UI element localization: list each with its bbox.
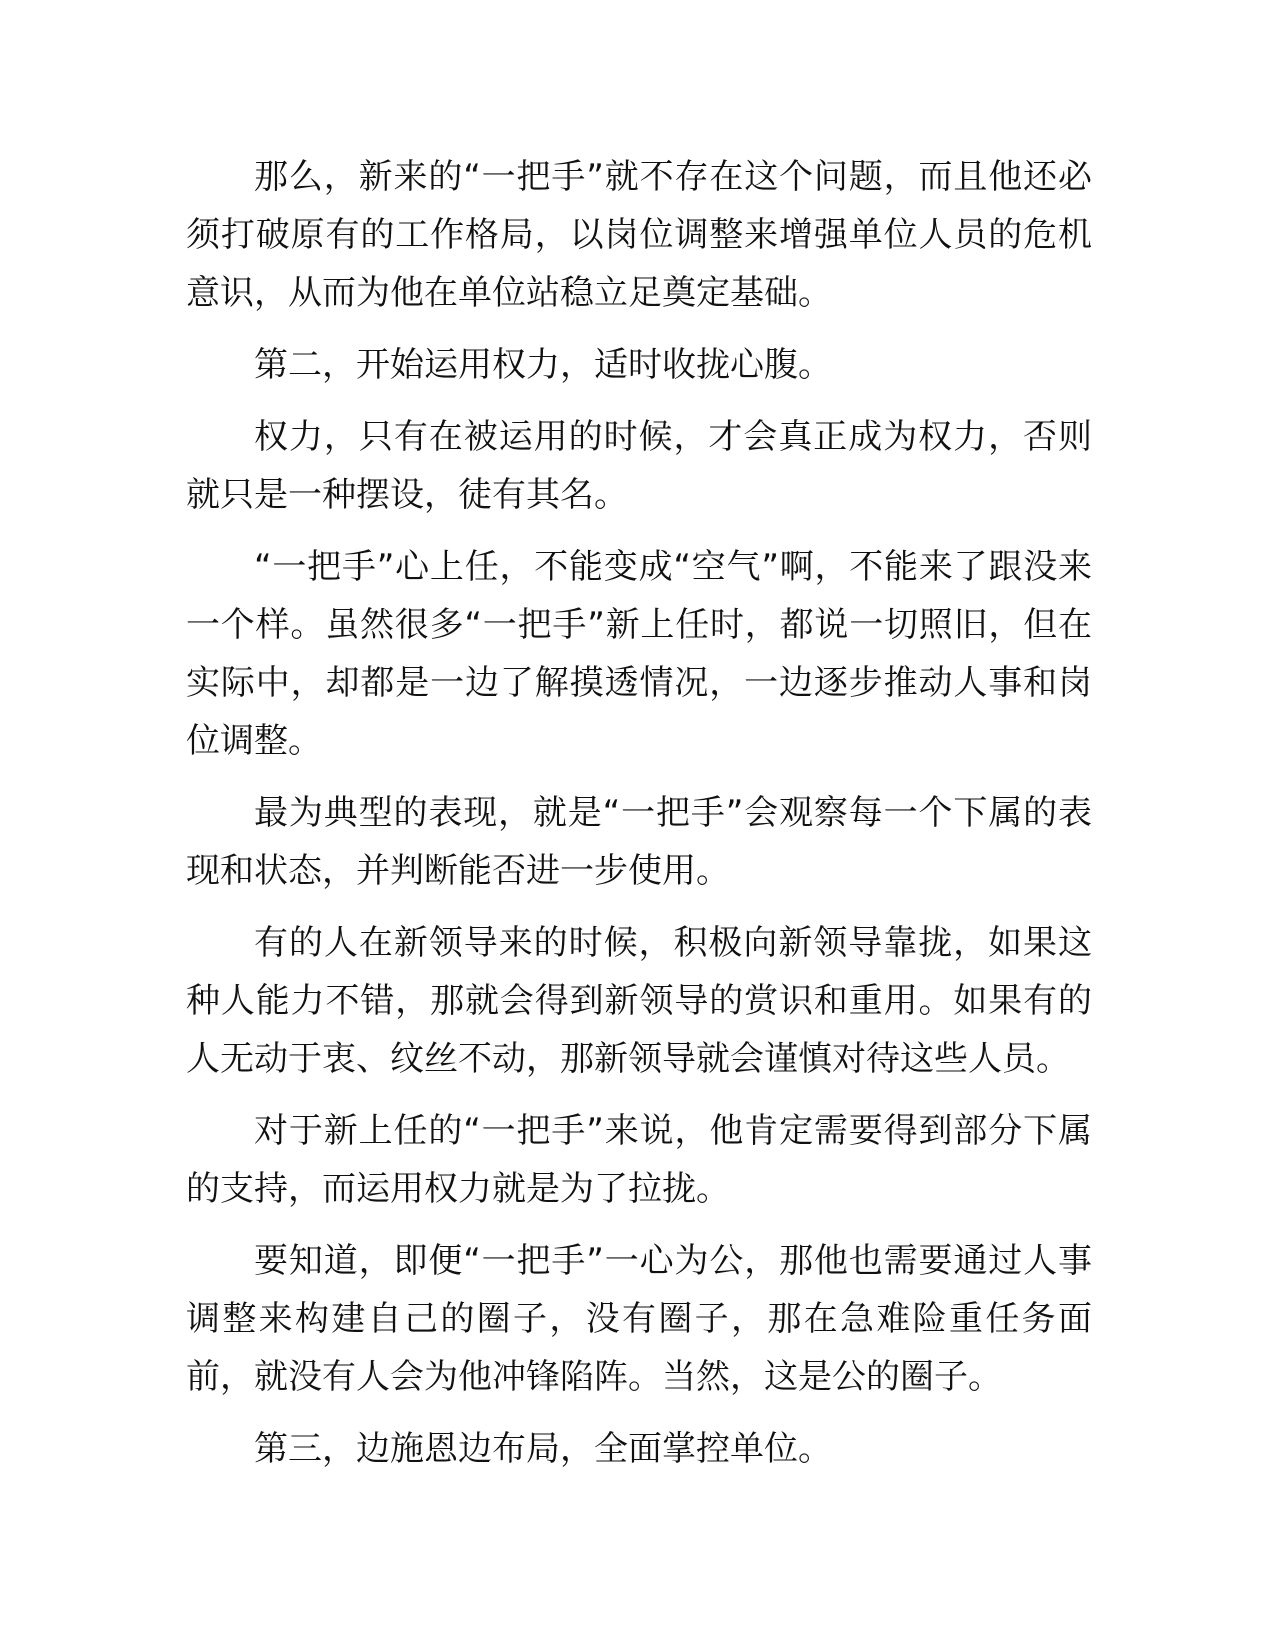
paragraph-6: 有的人在新领导来的时候，积极向新领导靠拢，如果这种人能力不错，那就会得到新领导的赏识和重用。如果有的人无动于衷、纹丝不动，那新领导就会谨慎对待这些人员。 [186, 923, 1092, 1079]
document-body [186, 148, 1092, 1492]
paragraph-1: 那么，新来的“一把手”就不存在这个问题，而且他还必须打破原有的工作格局，以岗位调整来增强单位人员的危机意识，从而为他在单位站稳立足奠定基础。 [186, 157, 1092, 313]
paragraph-9-heading: 第三，边施恩边布局，全面掌控单位。 [254, 1429, 832, 1469]
paragraph-8: 要知道，即便“一把手”一心为公，那他也需要通过人事调整来构建自己的圈子，没有圈子，那在急难险重任务面前，就没有人会为他冲锋陷阵。当然，这是公的圈子。 [186, 1241, 1092, 1397]
paragraph-3: 权力，只有在被运用的时候，才会真正成为权力，否则就只是一种摆设，徒有其名。 [186, 417, 1092, 515]
paragraph-5: 最为典型的表现，就是“一把手”会观察每一个下属的表现和状态，并判断能否进一步使用。 [186, 793, 1092, 891]
paragraph-2-heading: 第二，开始运用权力，适时收拢心腹。 [254, 345, 832, 385]
paragraph-4: “一把手”心上任，不能变成“空气”啊，不能来了跟没来一个样。虽然很多“一把手”新上任时，都说一切照旧，但在实际中，却都是一边了解摸透情况，一边逐步推动人事和岗位调整。 [186, 547, 1092, 761]
paragraph-7: 对于新上任的“一把手”来说，他肯定需要得到部分下属的支持，而运用权力就是为了拉拢。 [186, 1111, 1092, 1209]
